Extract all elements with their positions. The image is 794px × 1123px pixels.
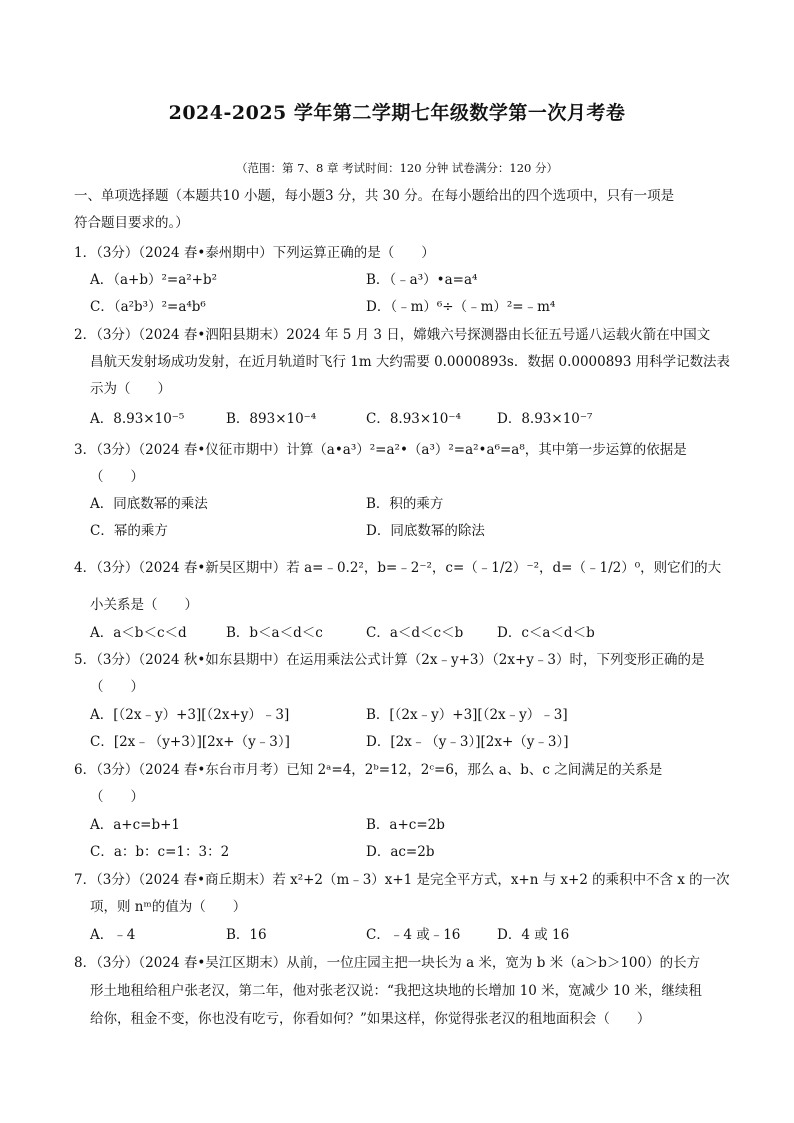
q2-option-c: C．8.93×10⁻⁴: [366, 411, 461, 427]
q6-stem-line-2: （ ）: [90, 789, 144, 805]
q5-option-b: B．[（2x﹣y）+3][（2x﹣y）﹣3]: [366, 707, 568, 723]
q5-option-a: A．[（2x﹣y）+3][（2x+y）﹣3]: [90, 707, 290, 723]
q6-stem-line-1: 6．（3分）（2024 春•东台市月考）已知 2ᵃ=4，2ᵇ=12，2ᶜ=6，那么 a、b、c 之间满足的关系是: [74, 762, 663, 778]
q2-stem-line-1: 2．（3分）（2024 春•泗阳县期末）2024 年 5 月 3 日，嫦娥六号探测器由长征五号遥八运载火箭在中国文: [74, 327, 711, 343]
q7-option-b: B．16: [226, 927, 267, 943]
q1-stem: 1．（3分）（2024 春•泰州期中）下列运算正确的是（ ）: [74, 245, 435, 261]
page-title: 2024-2025 学年第二学期七年级数学第一次月考卷: [168, 102, 626, 124]
q3-stem-line-1: 3．（3分）（2024 春•仪征市期中）计算（a•a³）²=a²•（a³）²=a²•a⁶=a⁸，其中第一步运算的依据是: [74, 442, 687, 458]
q1-option-a: A．（a+b）²=a²+b²: [90, 272, 218, 288]
q8-stem-line-1: 8．（3分）（2024 春•吴江区期末）从前，一位庄园主把一块长为 a 米，宽为 b 米（a＞b＞100）的长方: [74, 955, 701, 971]
exam-info: （范围：第 7、8 章 考试时间：120 分钟 试卷满分：120 分）: [236, 161, 558, 175]
q5-option-d: D．[2x﹣（y﹣3）][2x+（y﹣3）]: [366, 734, 569, 750]
q4-stem-line-1: 4．（3分）（2024 春•新吴区期中）若 a=﹣0.2²，b=﹣2⁻²，c=（﹣1/2）⁻²，d=（﹣1/2）⁰，则它们的大: [74, 560, 722, 576]
q2-stem-line-2: 昌航天发射场成功发射，在近月轨道时飞行 1m 大约需要 0.0000893s．数据 0.0000893 用科学记数法表: [90, 354, 731, 370]
q7-option-d: D．4 或 16: [497, 927, 570, 943]
q4-option-d: D．c＜a＜d＜b: [497, 625, 595, 641]
q4-option-b: B．b＜a＜d＜c: [226, 625, 323, 641]
q6-option-b: B．a+c=2b: [366, 817, 445, 833]
q7-stem-line-2: 项，则 nᵐ的值为（ ）: [90, 899, 247, 915]
q3-option-a: A．同底数幂的乘法: [90, 496, 208, 512]
q6-option-c: C．a：b：c=1：3：2: [90, 844, 230, 860]
section-heading-line-1: 一、单项选择题（本题共10 小题，每小题3 分，共 30 分。在每小题给出的四个选项中，只有一项是: [74, 188, 675, 204]
q4-option-c: C．a＜d＜c＜b: [366, 625, 464, 641]
q1-option-d: D．（﹣m）⁶÷（﹣m）²=﹣m⁴: [366, 299, 556, 315]
q5-stem-line-2: （ ）: [90, 679, 144, 695]
q7-stem-line-1: 7．（3分）（2024 春•商丘期末）若 x²+2（m﹣3）x+1 是完全平方式，x+n 与 x+2 的乘积中不含 x 的一次: [74, 872, 730, 888]
q4-option-a: A．a＜b＜c＜d: [90, 625, 187, 641]
q1-option-b: B．（﹣a³）•a=a⁴: [366, 272, 478, 288]
q2-stem-line-3: 示为（ ）: [90, 381, 171, 397]
q3-option-d: D．同底数幂的除法: [366, 523, 485, 539]
section-heading-line-2: 符合题目要求的。）: [74, 215, 189, 231]
q7-option-c: C．﹣4 或﹣16: [366, 927, 461, 943]
q4-stem-line-2: 小关系是（ ）: [90, 597, 198, 613]
q5-stem-line-1: 5．（3分）（2024 秋•如东县期中）在运用乘法公式计算（2x﹣y+3）（2x+y﹣3）时，下列变形正确的是: [74, 652, 705, 668]
q6-option-d: D．ac=2b: [366, 844, 435, 860]
q6-option-a: A．a+c=b+1: [90, 817, 181, 833]
q3-stem-line-2: （ ）: [90, 469, 144, 485]
q7-option-a: A．﹣4: [90, 927, 136, 943]
q8-stem-line-3: 给你，租金不变，你也没有吃亏，你看如何？”如果这样，你觉得张老汉的租地面积会（ ）: [90, 1011, 651, 1027]
q8-stem-line-2: 形土地租给租户张老汉，第二年，他对张老汉说：“我把这块地的长增加 10 米，宽减少 10 米，继续租: [90, 983, 702, 999]
q2-option-d: D．8.93×10⁻⁷: [497, 411, 593, 427]
q3-option-c: C．幂的乘方: [90, 523, 168, 539]
q2-option-a: A．8.93×10⁻⁵: [90, 411, 185, 427]
q2-option-b: B．893×10⁻⁴: [226, 411, 317, 427]
q1-option-c: C．（a²b³）²=a⁴b⁶: [90, 299, 206, 315]
q3-option-b: B．积的乘方: [366, 496, 444, 512]
q5-option-c: C．[2x﹣（y+3）][2x+（y﹣3）]: [90, 734, 290, 750]
